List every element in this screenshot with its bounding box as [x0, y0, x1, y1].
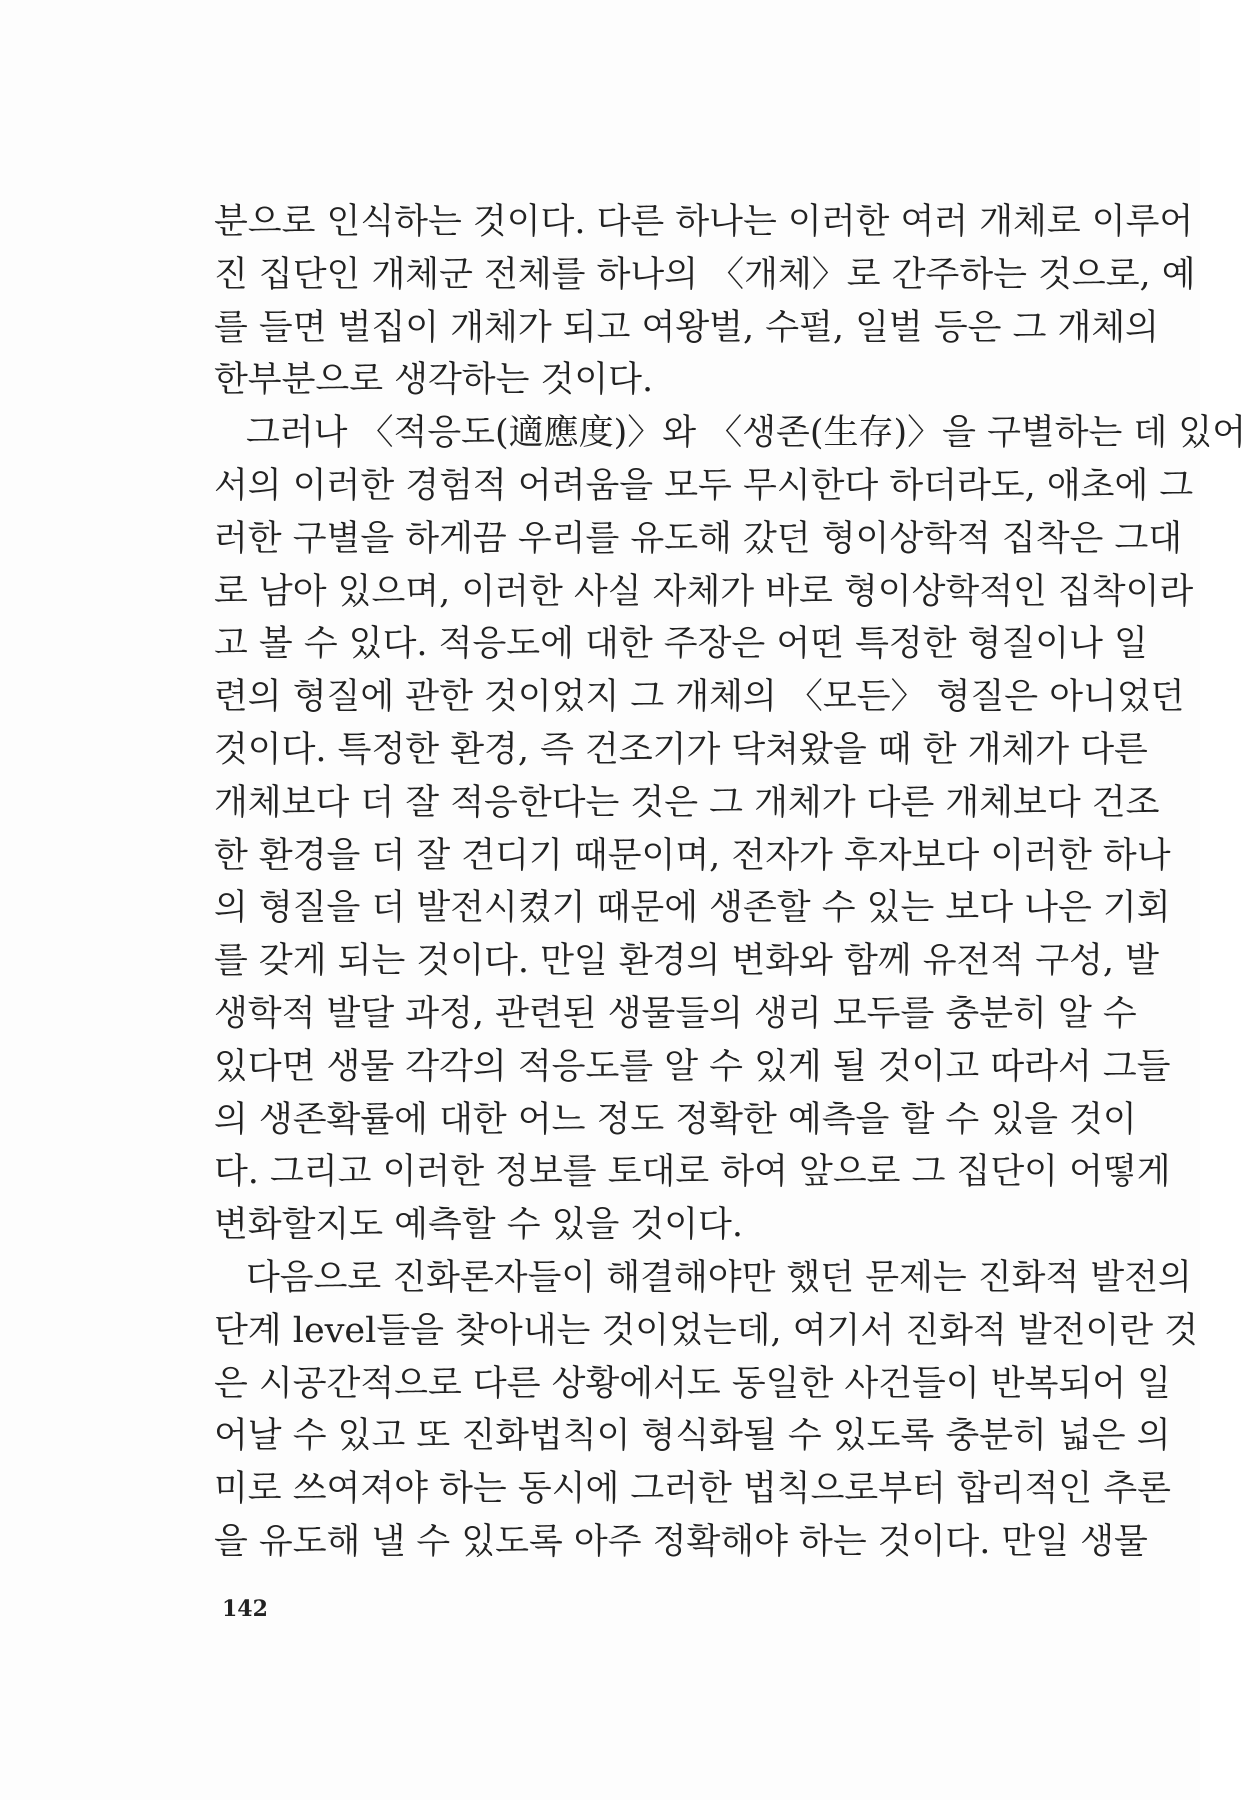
text-line: 고 볼 수 있다. 적응도에 대한 주장은 어떤 특정한 형질이나 일	[214, 624, 1148, 665]
text-line: 다. 그리고 이러한 정보를 토대로 하여 앞으로 그 집단이 어떻게	[214, 1152, 1171, 1193]
text-line: 것이다. 특정한 환경, 즉 건조기가 닥쳐왔을 때 한 개체가 다른	[214, 729, 1148, 770]
text-line: 단계 level들을 찾아내는 것이었는데, 여기서 진화적 발전이란 것	[214, 1310, 1199, 1351]
text-line: 련의 형질에 관한 것이었지 그 개체의 〈모든〉 형질은 아니었던	[214, 677, 1185, 718]
text-line: 로 남아 있으며, 이러한 사실 자체가 바로 형이상학적인 집착이라	[214, 571, 1194, 612]
text-line: 를 들면 벌집이 개체가 되고 여왕벌, 수펄, 일벌 등은 그 개체의	[214, 307, 1159, 348]
text-line: 의 형질을 더 발전시켰기 때문에 생존할 수 있는 보다 나은 기회	[214, 888, 1171, 929]
text-line: 어날 수 있고 또 진화법칙이 형식화될 수 있도록 충분히 넓은 의	[214, 1416, 1171, 1457]
text-line: 있다면 생물 각각의 적응도를 알 수 있게 될 것이고 따라서 그들	[214, 1046, 1171, 1087]
text-line: 미로 쓰여져야 하는 동시에 그러한 법칙으로부터 합리적인 추론	[214, 1469, 1171, 1510]
text-line: 의 생존확률에 대한 어느 정도 정확한 예측을 할 수 있을 것이	[214, 1099, 1137, 1140]
body-text	[214, 196, 1246, 1569]
text-line: 생학적 발달 과정, 관련된 생물들의 생리 모두를 충분히 알 수	[214, 993, 1137, 1034]
text-line: 한 환경을 더 잘 견디기 때문이며, 전자가 후자보다 이러한 하나	[214, 835, 1171, 876]
text-line: 개체보다 더 잘 적응한다는 것은 그 개체가 다른 개체보다 건조	[214, 782, 1160, 823]
text-line: 한부분으로 생각하는 것이다.	[214, 360, 654, 401]
text-line: 을 유도해 낼 수 있도록 아주 정확해야 하는 것이다. 만일 생물	[214, 1521, 1148, 1562]
text-line: 은 시공간적으로 다른 상황에서도 동일한 사건들이 반복되어 일	[214, 1363, 1171, 1404]
page-number: 142	[222, 1596, 268, 1622]
text-line: 러한 구별을 하게끔 우리를 유도해 갔던 형이상학적 집착은 그대	[214, 518, 1183, 559]
text-line: 다음으로 진화론자들이 해결해야만 했던 문제는 진화적 발전의	[246, 1257, 1192, 1298]
text-line: 를 갖게 되는 것이다. 만일 환경의 변화와 함께 유전적 구성, 발	[214, 941, 1159, 982]
text-line: 서의 이러한 경험적 어려움을 모두 무시한다 하더라도, 애초에 그	[214, 465, 1194, 506]
text-line: 진 집단인 개체군 전체를 하나의 〈개체〉로 간주하는 것으로, 예	[214, 254, 1196, 295]
text-line: 변화할지도 예측할 수 있을 것이다.	[214, 1205, 743, 1246]
text-line: 분으로 인식하는 것이다. 다른 하나는 이러한 여러 개체로 이루어	[214, 202, 1194, 242]
text-line: 그러나 〈적응도(適應度)〉와 〈생존(生存)〉을 구별하는 데 있어	[246, 413, 1246, 454]
